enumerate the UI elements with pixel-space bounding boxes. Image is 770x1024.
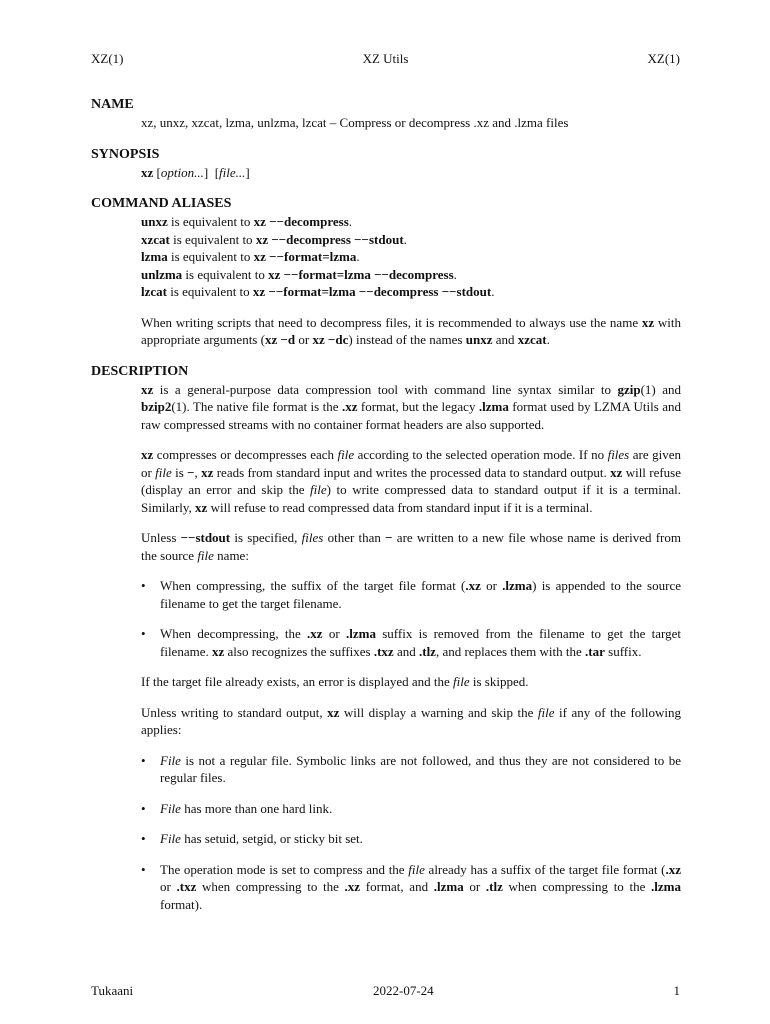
bullet-icon: • bbox=[141, 861, 146, 877]
section-heading: COMMAND ALIASES bbox=[91, 196, 232, 211]
page-header bbox=[91, 50, 680, 68]
description-paragraph: xz compresses or decompresses each file according to the selected operation mode. If no files are given or file is −, xz reads from standard input and writes the processed data to standard output. xz will refuse (display an error and skip the file) to write compressed data to standard output if it is a terminal. Similarly, xz will refuse to read compressed data from standard input if it is a terminal. bbox=[141, 447, 681, 515]
footer-date: 2022-07-24 bbox=[372, 983, 434, 998]
footer-left: Tukaani bbox=[91, 983, 134, 998]
section-synopsis bbox=[91, 146, 681, 182]
alias-line: unxz is equivalent to xz −−decompress. bbox=[141, 214, 353, 229]
page-footer bbox=[91, 982, 680, 1000]
section-aliases bbox=[91, 195, 681, 349]
header-center: XZ Utils bbox=[362, 51, 409, 66]
description-paragraph: If the target file already exists, an error is displayed and the file is skipped. bbox=[141, 674, 529, 689]
bullet-icon: • bbox=[141, 752, 146, 768]
alias-line: lzcat is equivalent to xz −−format=lzma −−decompress −−stdout. bbox=[141, 284, 495, 299]
description-paragraph: xz is a general-purpose data compression tool with command line syntax similar to gzip(1) and bzip2(1). The native file format is the .xz format, but the legacy .lzma format used by LZMA Utils and raw compressed streams with no container format headers are also supported. bbox=[141, 381, 681, 432]
list-item: • When compressing, the suffix of the target file format (.xz or .lzma) is appended to the source filename to get the target filename. bbox=[141, 578, 681, 611]
alias-line: unlzma is equivalent to xz −−format=lzma −−decompress. bbox=[141, 266, 457, 282]
list-item: • When decompressing, the .xz or .lzma suffix is removed from the filename to get the target filename. xz also recognizes the suffixes .txz and .tlz, and replaces them with the .tar suffix. bbox=[141, 626, 681, 659]
header-left: XZ(1) bbox=[91, 51, 124, 66]
bullet-icon: • bbox=[141, 626, 146, 641]
list-item: • File is not a regular file. Symbolic links are not followed, and thus they are not considered to be regular files. bbox=[141, 752, 681, 785]
alias-list bbox=[141, 213, 681, 301]
synopsis-text: xz [option...] [file...] bbox=[141, 164, 250, 180]
alias-line: xzcat is equivalent to xz −−decompress −−stdout. bbox=[141, 231, 407, 247]
header-right: XZ(1) bbox=[647, 51, 680, 66]
section-heading: NAME bbox=[91, 97, 134, 112]
list-item: • File has setuid, setgid, or sticky bit set. bbox=[141, 831, 363, 846]
list-item: • File has more than one hard link. bbox=[141, 800, 333, 816]
name-text: xz, unxz, xzcat, lzma, unlzma, lzcat – Compress or decompress .xz and .lzma files bbox=[141, 115, 569, 130]
description-paragraph: Unless writing to standard output, xz will display a warning and skip the file if any of the following applies: bbox=[141, 704, 681, 737]
section-name bbox=[91, 96, 681, 132]
bullet-icon: • bbox=[141, 578, 146, 593]
section-description bbox=[91, 363, 681, 914]
alias-note: When writing scripts that need to decompress files, it is recommended to always use the name xz with appropriate arguments (xz −d or xz −dc) instead of the names unxz and xzcat. bbox=[141, 314, 681, 347]
alias-line: lzma is equivalent to xz −−format=lzma. bbox=[141, 249, 360, 264]
bullet-icon: • bbox=[141, 831, 146, 846]
man-page-body bbox=[91, 96, 681, 926]
section-heading: SYNOPSIS bbox=[91, 146, 160, 162]
description-paragraph: Unless −−stdout is specified, files other than − are written to a new file whose name is derived from the source file name: bbox=[141, 530, 681, 563]
page-number: 1 bbox=[673, 983, 680, 998]
bullet-icon: • bbox=[141, 800, 146, 816]
list-item: • The operation mode is set to compress and the file already has a suffix of the target file format (.xz or .txz when compressing to the .xz format, and .lzma or .tlz when compressing to the .lzma format). bbox=[141, 861, 681, 912]
section-heading: DESCRIPTION bbox=[91, 363, 189, 379]
